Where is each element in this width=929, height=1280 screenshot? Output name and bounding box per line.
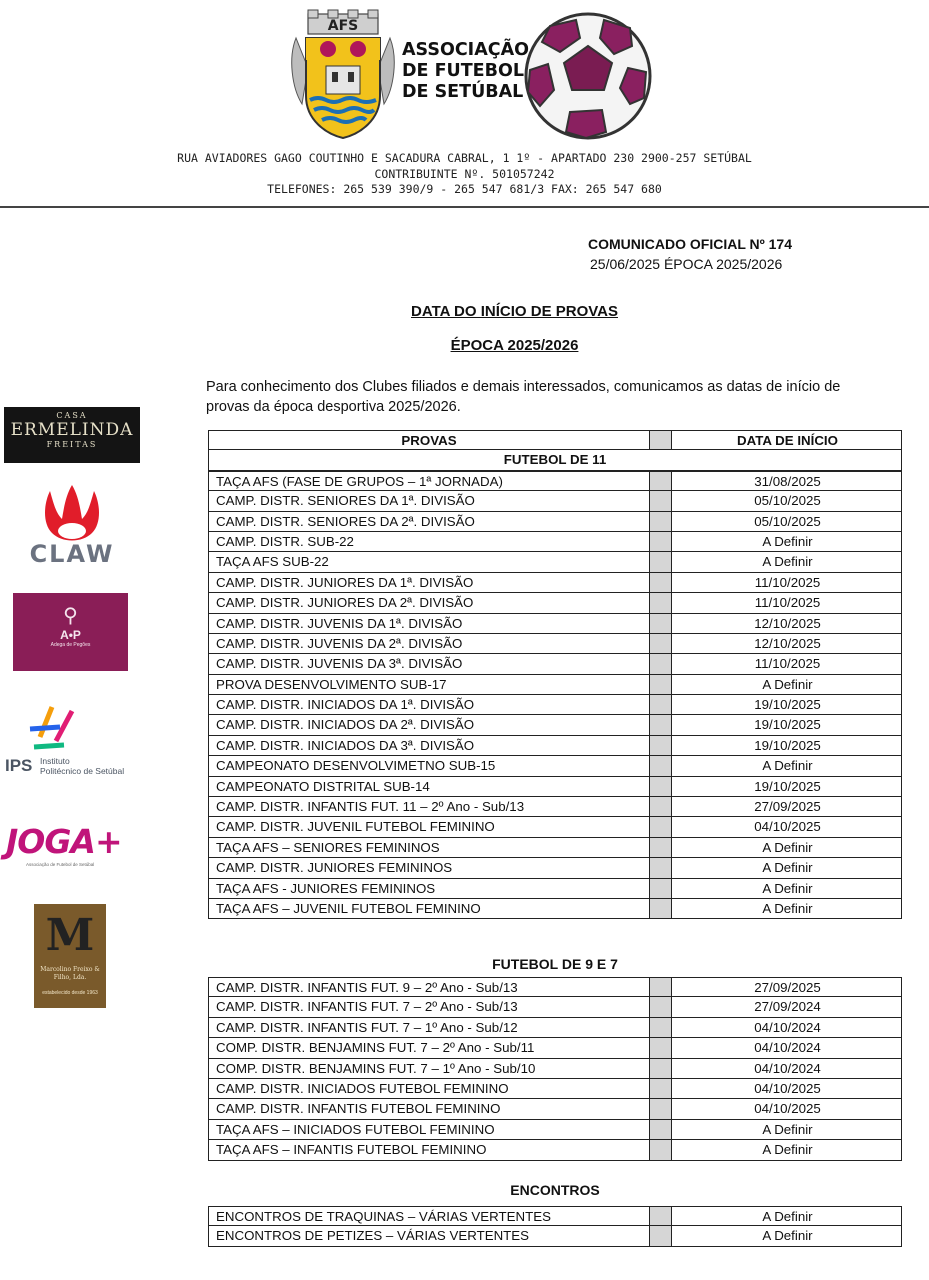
- table-row: [208, 858, 902, 878]
- address-block: [0, 151, 929, 198]
- table-row: [208, 756, 902, 776]
- prova-name: TAÇA AFS - JUNIORES FEMININOS: [216, 880, 436, 896]
- table-row: [208, 1140, 902, 1160]
- table-gray-cell: [649, 879, 672, 898]
- prova-start-date: 04/10/2025: [754, 1080, 821, 1096]
- prova-name: CAMP. DISTR. JUVENIL FUTEBOL FEMININO: [216, 819, 495, 835]
- section-futebol-9-e-7: FUTEBOL DE 9 E 7: [492, 956, 618, 972]
- sponsor-mf-name: Marcolino Freixo & Filho, Lda.: [40, 966, 100, 981]
- sponsor-ips-text: IPS: [5, 756, 33, 775]
- sponsor-ap-icon: ⚲: [63, 605, 78, 627]
- table-gray-cell: [649, 472, 672, 490]
- prova-name: CAMP. DISTR. INFANTIS FUT. 7 – 1º Ano - Sub/12: [216, 1019, 518, 1035]
- table-row: [208, 614, 902, 634]
- prova-start-date: 31/08/2025: [754, 473, 821, 489]
- prova-start-date: A Definir: [762, 880, 813, 896]
- prova-name: ENCONTROS DE PETIZES – VÁRIAS VERTENTES: [216, 1228, 530, 1244]
- phone-fax-line: TELEFONES: 265 539 390/9 - 265 547 681/3 FAX: 265 547 680: [267, 182, 662, 196]
- table-gray-cell: [649, 817, 672, 836]
- prova-start-date: 19/10/2025: [754, 697, 821, 713]
- table-row: [208, 1018, 902, 1038]
- prova-start-date: A Definir: [762, 1209, 813, 1224]
- prova-start-date: 19/10/2025: [754, 717, 821, 733]
- table-gray-cell: [649, 858, 672, 877]
- prova-start-date: 27/09/2025: [754, 980, 821, 995]
- table-gray-cell: [649, 1079, 672, 1098]
- table-row: [208, 634, 902, 654]
- prova-name: CAMPEONATO DESENVOLVIMETNO SUB-15: [216, 758, 496, 774]
- table-gray-cell: [649, 797, 672, 816]
- column-header-data-inicio: DATA DE INÍCIO: [737, 433, 838, 448]
- prova-name: COMP. DISTR. BENJAMINS FUT. 7 – 1º Ano - Sub/10: [216, 1060, 536, 1076]
- table-row: [208, 736, 902, 756]
- sponsor-ips-subtitle-2: Politécnico de Setúbal: [40, 766, 125, 776]
- table-gray-cell: [649, 675, 672, 694]
- table-gray-cell: [649, 756, 672, 775]
- letterhead: [0, 0, 929, 210]
- crest-letters: AFS: [327, 18, 359, 34]
- table-row: [208, 593, 902, 613]
- table-gray-cell: [649, 573, 672, 592]
- section-encontros: ENCONTROS: [510, 1182, 600, 1198]
- sponsor-joga-plus-logo: JOGA+: [6, 822, 122, 861]
- column-header-provas: PROVAS: [401, 433, 457, 448]
- prova-start-date: A Definir: [762, 1121, 813, 1137]
- prova-name: CAMP. DISTR. SENIORES DA 2ª. DIVISÃO: [216, 513, 475, 529]
- prova-name: CAMP. DISTR. INICIADOS DA 2ª. DIVISÃO: [216, 717, 475, 733]
- table-gray-cell: [649, 1120, 672, 1139]
- table-gray-cell: [649, 634, 672, 653]
- association-name-line-2: DE FUTEBOL: [402, 61, 524, 81]
- prova-name: CAMPEONATO DISTRITAL SUB-14: [216, 778, 430, 794]
- table-row: [208, 491, 902, 511]
- table-row: [208, 817, 902, 837]
- sponsor-joga-subtitle: Associação de Futebol de Setúbal: [26, 862, 95, 867]
- prova-start-date: A Definir: [762, 676, 813, 692]
- table-row: [208, 1079, 902, 1099]
- prova-start-date: 05/10/2025: [754, 513, 821, 529]
- prova-name: CAMP. DISTR. JUNIORES FEMININOS: [216, 860, 453, 876]
- table-row: [208, 1059, 902, 1079]
- table-gray-cell: [649, 695, 672, 714]
- table-gray-cell: [649, 654, 672, 673]
- prova-start-date: 11/10/2025: [754, 656, 821, 672]
- prova-start-date: 27/09/2024: [754, 999, 821, 1015]
- table-row: [208, 838, 902, 858]
- prova-start-date: 04/10/2024: [754, 1060, 821, 1076]
- provas-table-futebol-9-7: [208, 977, 902, 1161]
- prova-start-date: 11/10/2025: [754, 574, 821, 590]
- table-gray-cell: [649, 1059, 672, 1078]
- table-gray-cell: [649, 1018, 672, 1037]
- table-gray-cell: [649, 978, 672, 996]
- table-row: [208, 573, 902, 593]
- prova-name: CAMP. DISTR. JUNIORES DA 2ª. DIVISÃO: [216, 595, 474, 611]
- prova-start-date: 19/10/2025: [754, 737, 821, 753]
- table-row: [208, 532, 902, 552]
- table-gray-cell: [649, 431, 672, 449]
- prova-name: CAMP. DISTR. INFANTIS FUT. 9 – 2º Ano - Sub/13: [216, 980, 518, 995]
- sponsor-ermelinda-line-3: FREITAS: [46, 440, 98, 449]
- table-row: [208, 1226, 902, 1246]
- table-row: [208, 777, 902, 797]
- sponsor-casa-ermelinda-freitas-logo: [4, 407, 140, 463]
- prova-name: CAMP. DISTR. JUVENIS DA 2ª. DIVISÃO: [216, 635, 463, 651]
- prova-name: PROVA DESENVOLVIMENTO SUB-17: [216, 676, 447, 692]
- intro-paragraph: Para conhecimento dos Clubes filiados e demais interessados, comunicamos as datas de início de provas da época desportiva 2025/2026.: [206, 379, 841, 415]
- table-row: [208, 1120, 902, 1140]
- sponsor-claw-text: CLAW: [29, 540, 115, 568]
- table-row: [208, 654, 902, 674]
- prova-start-date: A Definir: [762, 533, 813, 549]
- prova-name: TAÇA AFS – SENIORES FEMININOS: [216, 839, 440, 855]
- prova-start-date: A Definir: [762, 1142, 813, 1158]
- prova-start-date: A Definir: [762, 758, 813, 774]
- sponsor-ap-mark: A•P: [60, 628, 81, 642]
- table-row: [208, 1099, 902, 1119]
- table-gray-cell: [649, 1038, 672, 1057]
- table-gray-cell: [649, 715, 672, 734]
- sponsor-mf-established: estabelecido desde 1963: [42, 990, 98, 996]
- association-name-line-3: DE SETÚBAL: [402, 82, 524, 102]
- prova-name: TAÇA AFS SUB-22: [216, 554, 329, 570]
- prova-start-date: 04/10/2025: [754, 819, 821, 835]
- table-header-row: [208, 430, 902, 450]
- prova-name: COMP. DISTR. BENJAMINS FUT. 7 – 2º Ano - Sub/11: [216, 1040, 535, 1056]
- futebol-11-rows: [208, 471, 902, 920]
- header-divider: [0, 206, 929, 208]
- prova-name: TAÇA AFS – JUVENIL FUTEBOL FEMININO: [216, 900, 481, 916]
- association-name: [402, 40, 532, 103]
- prova-start-date: 04/10/2025: [754, 1101, 821, 1117]
- sponsor-ermelinda-line-2: ERMELINDA: [10, 420, 134, 440]
- table-gray-cell: [649, 777, 672, 796]
- prova-name: CAMP. DISTR. INICIADOS FUTEBOL FEMININO: [216, 1080, 509, 1096]
- table-row: [208, 797, 902, 817]
- table-row: [208, 675, 902, 695]
- address-line: RUA AVIADORES GAGO COUTINHO E SACADURA CABRAL, 1 1º - APARTADO 230 2900-257 SETÚBAL: [177, 151, 752, 165]
- prova-start-date: A Definir: [762, 860, 813, 876]
- prova-start-date: A Definir: [762, 1228, 813, 1244]
- document-title: DATA DO INÍCIO DE PROVAS: [411, 303, 618, 320]
- table-gray-cell: [649, 614, 672, 633]
- prova-start-date: 27/09/2025: [754, 799, 821, 815]
- table-row: [208, 899, 902, 919]
- table-gray-cell: [649, 552, 672, 571]
- prova-name: CAMP. DISTR. SUB-22: [216, 533, 354, 549]
- table-gray-cell: [649, 1207, 672, 1225]
- table-gray-cell: [649, 491, 672, 510]
- sponsor-ermelinda-line-1: CASA: [56, 411, 88, 420]
- prova-name: ENCONTROS DE TRAQUINAS – VÁRIAS VERTENTES: [216, 1209, 551, 1224]
- tax-number-line: CONTRIBUINTE Nº. 501057242: [374, 166, 555, 181]
- table-row: [208, 997, 902, 1017]
- prova-name: CAMP. DISTR. INICIADOS DA 3ª. DIVISÃO: [216, 737, 475, 753]
- prova-name: CAMP. DISTR. INFANTIS FUT. 11 – 2º Ano - Sub/13: [216, 799, 525, 815]
- prova-name: CAMP. DISTR. JUVENIS DA 1ª. DIVISÃO: [216, 615, 463, 631]
- table-gray-cell: [649, 997, 672, 1016]
- prova-name: CAMP. DISTR. JUNIORES DA 1ª. DIVISÃO: [216, 574, 474, 590]
- table-row: [208, 1206, 902, 1226]
- table-gray-cell: [649, 512, 672, 531]
- prova-name: CAMP. DISTR. INFANTIS FUTEBOL FEMININO: [216, 1101, 501, 1117]
- sponsor-ips-subtitle-1: Instituto: [40, 756, 70, 766]
- communique-date: 25/06/2025 ÉPOCA 2025/2026: [590, 256, 783, 272]
- prova-start-date: 11/10/2025: [754, 595, 821, 611]
- table-row: [208, 695, 902, 715]
- communique-title: COMUNICADO OFICIAL Nº 174: [588, 236, 792, 252]
- prova-name: TAÇA AFS – INFANTIS FUTEBOL FEMININO: [216, 1142, 487, 1158]
- table-row: [208, 879, 902, 899]
- table-gray-cell: [649, 1140, 672, 1159]
- prova-name: TAÇA AFS – INICIADOS FUTEBOL FEMININO: [216, 1121, 495, 1137]
- sponsor-ap-name: Adega de Pegões: [50, 642, 91, 648]
- sponsor-mf-monogram: M: [45, 910, 95, 961]
- table-row: [208, 471, 902, 491]
- association-name-line-1: ASSOCIAÇÃO: [402, 40, 530, 60]
- prova-start-date: 04/10/2024: [754, 1019, 821, 1035]
- table-gray-cell: [649, 532, 672, 551]
- football-icon: [520, 8, 656, 144]
- prova-start-date: 04/10/2024: [754, 1040, 821, 1056]
- table-gray-cell: [649, 593, 672, 612]
- provas-table-encontros: [208, 1206, 902, 1247]
- table-gray-cell: [649, 736, 672, 755]
- table-gray-cell: [649, 1099, 672, 1118]
- sponsor-marcolino-freixo-logo: [34, 904, 106, 1008]
- prova-start-date: A Definir: [762, 900, 813, 916]
- table-row: [208, 512, 902, 532]
- prova-name: CAMP. DISTR. JUVENIS DA 3ª. DIVISÃO: [216, 656, 463, 672]
- prova-start-date: 19/10/2025: [754, 778, 821, 794]
- prova-name: CAMP. DISTR. INFANTIS FUT. 7 – 2º Ano - Sub/13: [216, 999, 518, 1015]
- prova-start-date: 12/10/2025: [754, 615, 821, 631]
- prova-start-date: 05/10/2025: [754, 493, 821, 509]
- prova-start-date: 12/10/2025: [754, 635, 821, 651]
- table-row: [208, 552, 902, 572]
- prova-start-date: A Definir: [762, 839, 813, 855]
- table-gray-cell: [649, 838, 672, 857]
- prova-name: TAÇA AFS (FASE DE GRUPOS – 1ª JORNADA): [216, 473, 503, 489]
- prova-name: CAMP. DISTR. INICIADOS DA 1ª. DIVISÃO: [216, 697, 475, 713]
- document-season-title: ÉPOCA 2025/2026: [450, 337, 579, 354]
- prova-start-date: A Definir: [762, 554, 813, 570]
- afs-crest-logo: [288, 8, 398, 142]
- prova-name: CAMP. DISTR. SENIORES DA 1ª. DIVISÃO: [216, 493, 475, 509]
- section-futebol-11: FUTEBOL DE 11: [208, 450, 902, 470]
- table-row: [208, 1038, 902, 1058]
- table-row: [208, 715, 902, 735]
- table-gray-cell: [649, 1226, 672, 1245]
- table-row: [208, 977, 902, 997]
- provas-table-futebol-11: [208, 430, 902, 919]
- table-gray-cell: [649, 899, 672, 918]
- sponsor-adega-pegoes-logo: [13, 593, 128, 671]
- sponsor-ips-subtitle: [40, 756, 124, 776]
